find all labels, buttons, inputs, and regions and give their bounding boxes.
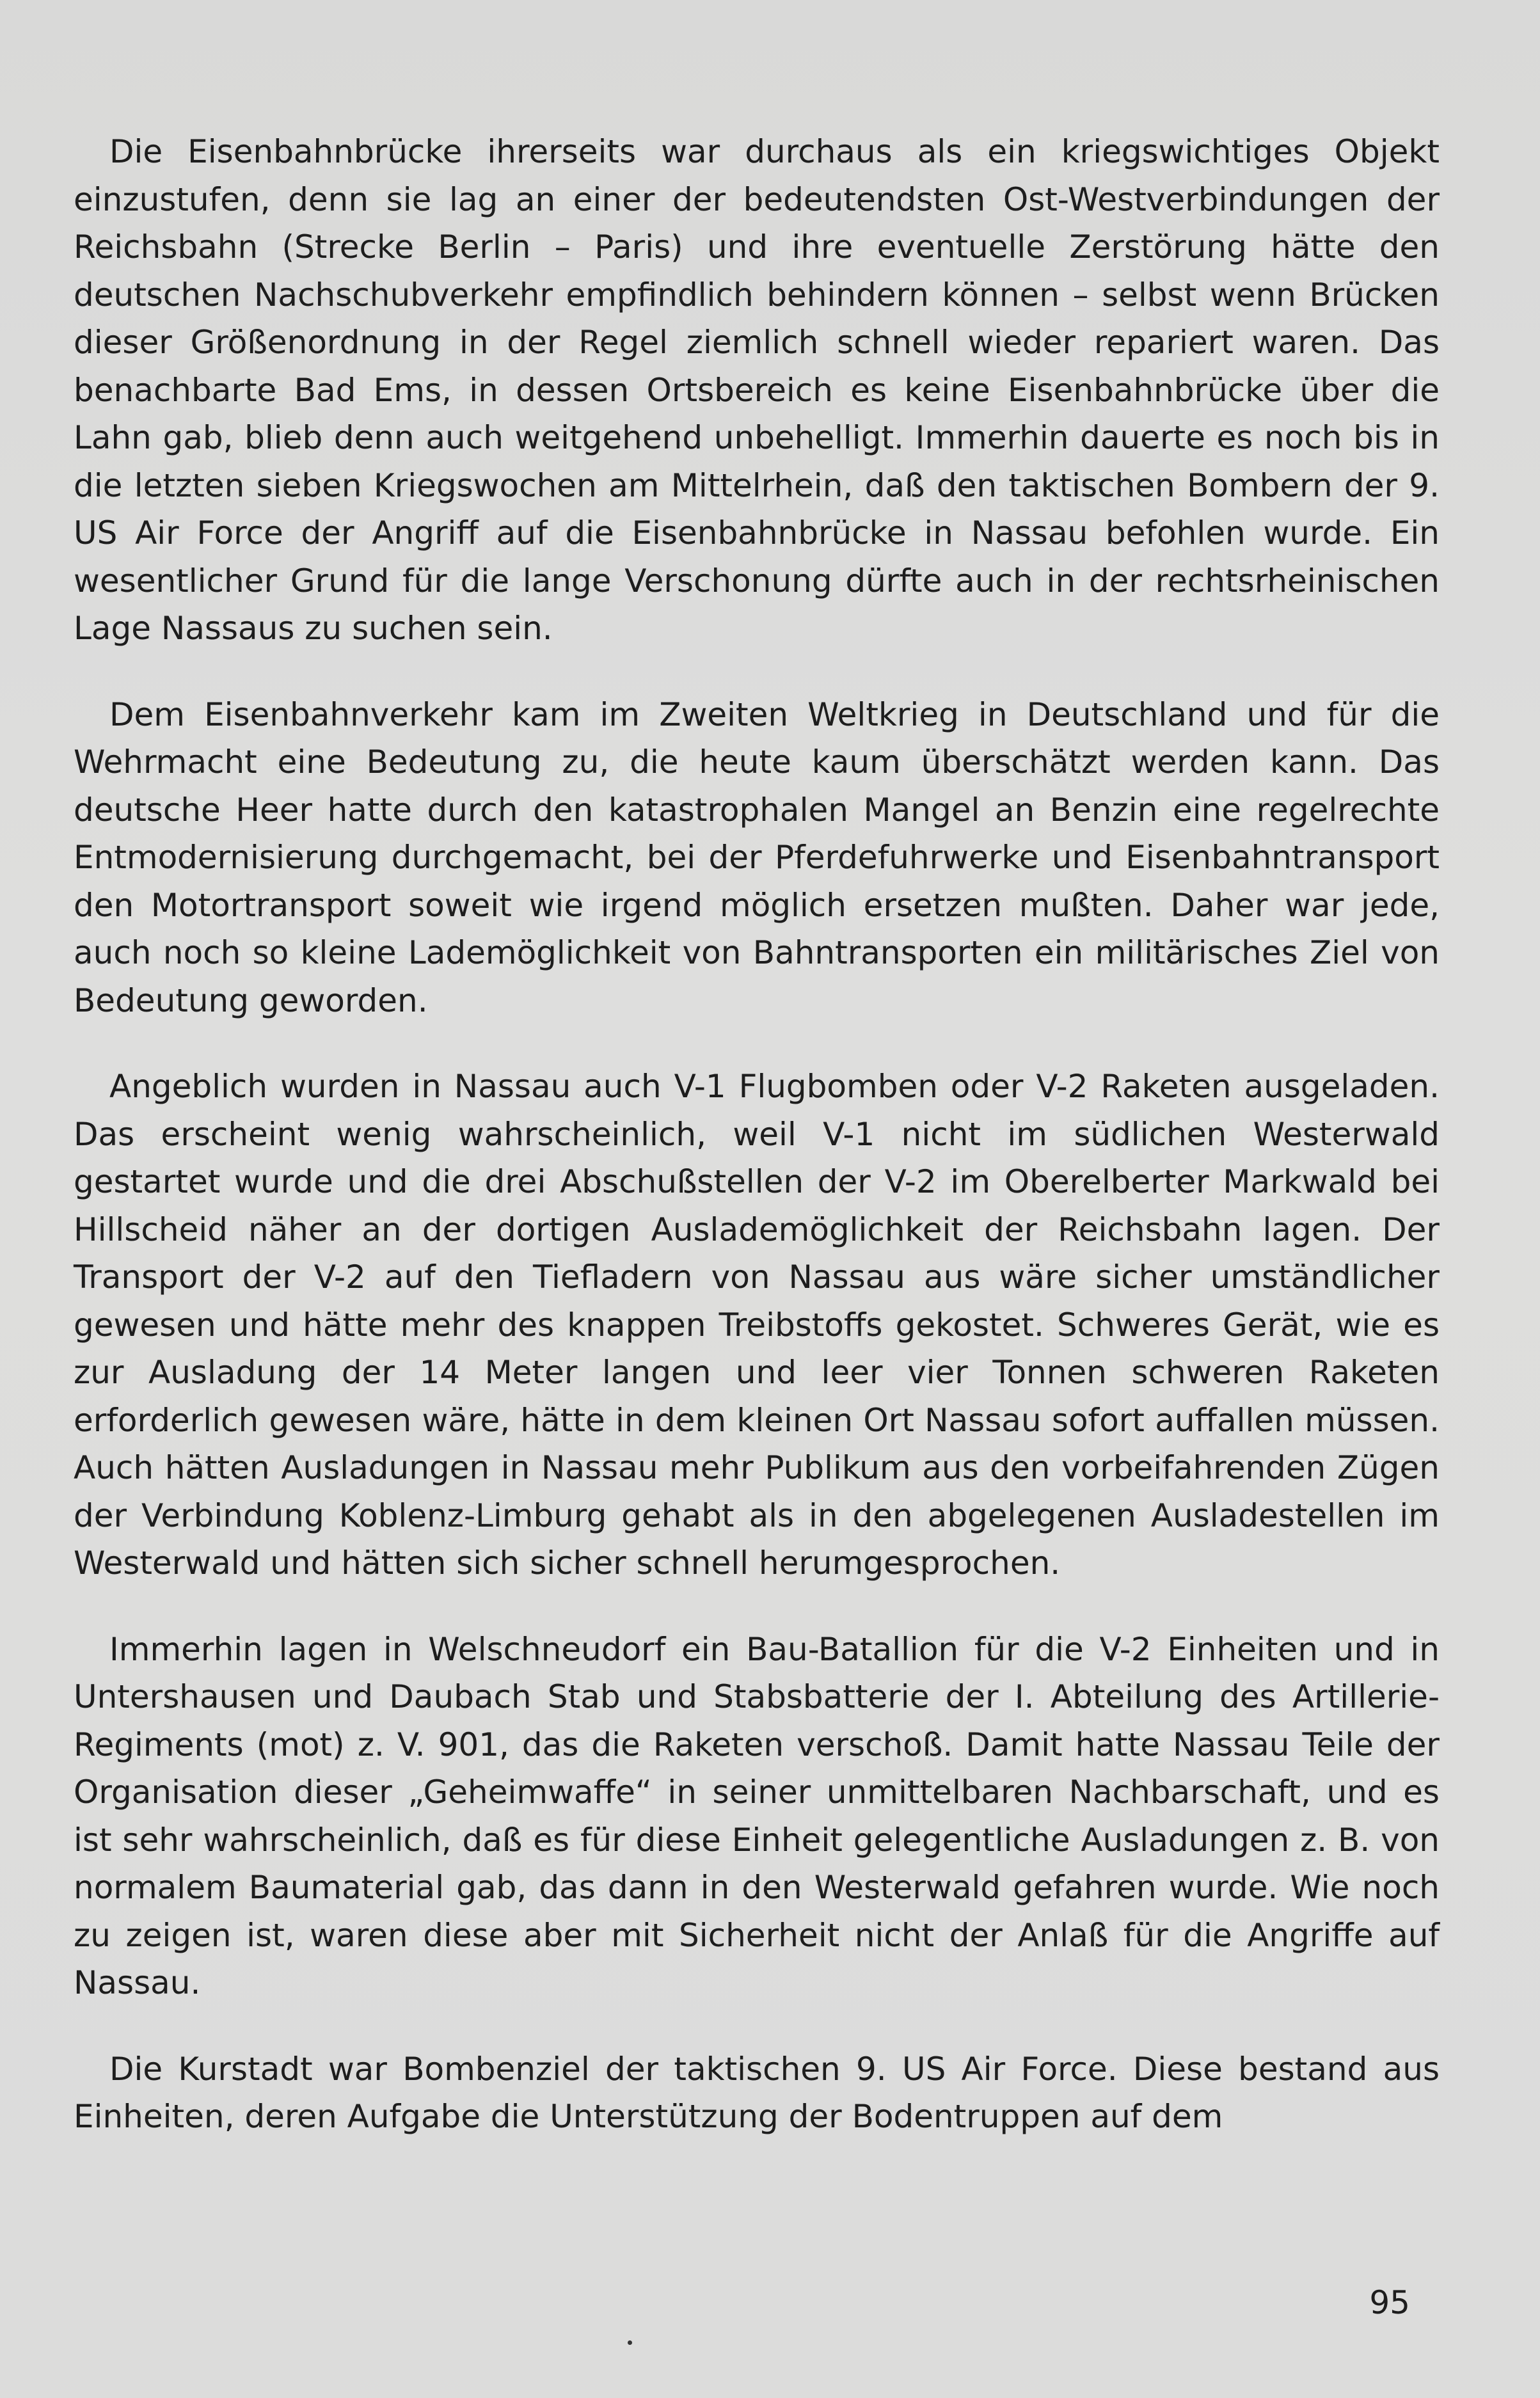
paragraph-1: Die Eisenbahnbrücke ihrerseits war durchaus als ein kriegswichtiges Objekt einzustufen, denn sie lag an einer der bedeutendsten Ost-Westverbindungen der Reichsbahn (Strecke Berlin – Paris) und ihre eventuelle Zerstörung hätte den deutschen Nachschubverkehr empfindlich behindern können – selbst wenn Brücken dieser Größenordnung in der Regel ziemlich schnell wieder repariert waren. Das benachbarte Bad Ems, in dessen Ortsbereich es keine Eisenbahnbrücke über die Lahn gab, blieb denn auch weitgehend unbehelligt. Immerhin dauerte es noch bis in die letzten sieben Kriegswochen am Mittelrhein, daß den taktischen Bombern der 9. US Air Force der Angriff auf die Eisenbahnbrücke in Nassau befohlen wurde. Ein wesentlicher Grund für die lange Verschonung dürfte auch in der rechtsrheinischen Lage Nassaus zu suchen sein. [74, 133, 1440, 647]
body-text [74, 128, 1440, 2179]
paragraph-4: Immerhin lagen in Welschneudorf ein Bau-Batallion für die V-2 Einheiten und in Untershausen und Daubach Stab und Stabsbatterie der I. Abteilung des Artillerie-Regiments (mot) z. V. 901, das die Raketen verschoß. Damit hatte Nassau Teile der Organisation dieser „Geheimwaffe“ in seiner unmittelbaren Nachbarschaft, und es ist sehr wahrscheinlich, daß es für diese Einheit gelegentliche Ausladungen z. B. von normalem Baumaterial gab, das dann in den Westerwald gefahren wurde. Wie noch zu zeigen ist, waren diese aber mit Sicherheit nicht der Anlaß für die Angriffe auf Nassau. [74, 1630, 1440, 2001]
paragraph-5: Die Kurstadt war Bombenziel der taktischen 9. US Air Force. Diese bestand aus Einheiten, deren Aufgabe die Unterstützung der Bodentruppen auf dem [74, 2050, 1440, 2135]
print-speck [628, 2340, 632, 2345]
page-number: 95 [1369, 2284, 1410, 2321]
paragraph-2: Dem Eisenbahnverkehr kam im Zweiten Weltkrieg in Deutschland und für die Wehrmacht eine Bedeutung zu, die heute kaum überschätzt werden kann. Das deutsche Heer hatte durch den katastrophalen Mangel an Benzin eine regelrechte Entmodernisierung durchgemacht, bei der Pferdefuhrwerke und Eisenbahntransport den Motortransport soweit wie irgend möglich ersetzen mußten. Daher war jede, auch noch so kleine Lademöglichkeit von Bahntransporten ein militärisches Ziel von Bedeutung geworden. [74, 695, 1440, 1019]
paragraph-3: Angeblich wurden in Nassau auch V-1 Flugbomben oder V-2 Raketen ausgeladen. Das erscheint wenig wahrscheinlich, weil V-1 nicht im südlichen Westerwald gestartet wurde und die drei Abschußstellen der V-2 im Oberelberter Markwald bei Hillscheid näher an der dortigen Auslademöglichkeit der Reichsbahn lagen. Der Transport der V-2 auf den Tiefladern von Nassau aus wäre sicher umständlicher gewesen und hätte mehr des knappen Treibstoffs gekostet. Schweres Gerät, wie es zur Ausladung der 14 Meter langen und leer vier Tonnen schweren Raketen erforderlich gewesen wäre, hätte in dem kleinen Ort Nassau sofort auffallen müssen. Auch hätten Ausladungen in Nassau mehr Publikum aus den vorbeifahrenden Zügen der Verbindung Koblenz-Limburg gehabt als in den abgelegenen Ausladestellen im Westerwald und hätten sich sicher schnell herumgesprochen. [74, 1068, 1440, 1582]
